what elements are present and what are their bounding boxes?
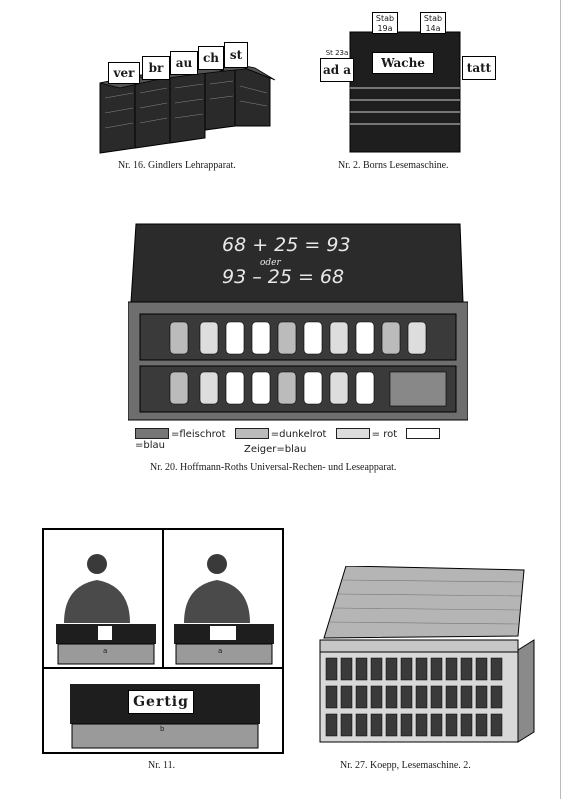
caption-fig2: Nr. 2. Borns Lesemaschine. — [338, 160, 449, 171]
figure-nr11 — [42, 528, 284, 754]
born-tab-left: Stab 19a — [372, 12, 398, 34]
legend-item-dunkelrot: =dunkelrot — [235, 429, 327, 440]
born-left-card: ad a — [320, 58, 354, 82]
card-ch: ch — [198, 46, 224, 70]
fig11-label-a-right: a — [218, 647, 223, 655]
board-equation-2: 93 – 25 = 68 — [222, 266, 345, 288]
fig11-word-card: Gertig — [128, 690, 194, 714]
figure-borns-lesemaschine — [345, 30, 465, 155]
board-small-word: oder — [260, 258, 281, 268]
fig11-label-a-left: a — [103, 647, 108, 655]
caption-fig11: Nr. 11. — [148, 760, 176, 771]
born-word-card: Wache — [372, 52, 434, 74]
legend-item-blau: =blau — [135, 429, 442, 451]
card-st: st — [224, 42, 248, 68]
board-equation-1: 68 + 25 = 93 — [222, 234, 351, 256]
card-ver: ver — [108, 62, 140, 84]
born-tab-right: Stab 14a — [420, 12, 446, 34]
caption-fig16: Nr. 16. Gindlers Lehrapparat. — [118, 160, 236, 171]
figure-koepp-lesemaschine — [318, 566, 540, 746]
caption-fig27: Nr. 27. Koepp, Lesemaschine. 2. — [340, 760, 471, 771]
born-right-card: tatt — [462, 56, 496, 80]
gindler-cards — [108, 40, 278, 80]
legend-item-rot: = rot — [336, 429, 398, 440]
legend-zeiger: Zeiger=blau — [244, 444, 307, 455]
card-au: au — [170, 51, 198, 75]
fig11-label-b: b — [160, 725, 165, 733]
card-br: br — [142, 56, 170, 80]
born-left-tag: St 23a — [325, 49, 349, 57]
caption-fig20: Nr. 20. Hoffmann-Roths Universal-Rechen- und Leseapparat. — [150, 462, 397, 473]
legend-item-fleischrot: =fleischrot — [135, 429, 226, 440]
page-edge-line — [560, 0, 561, 799]
